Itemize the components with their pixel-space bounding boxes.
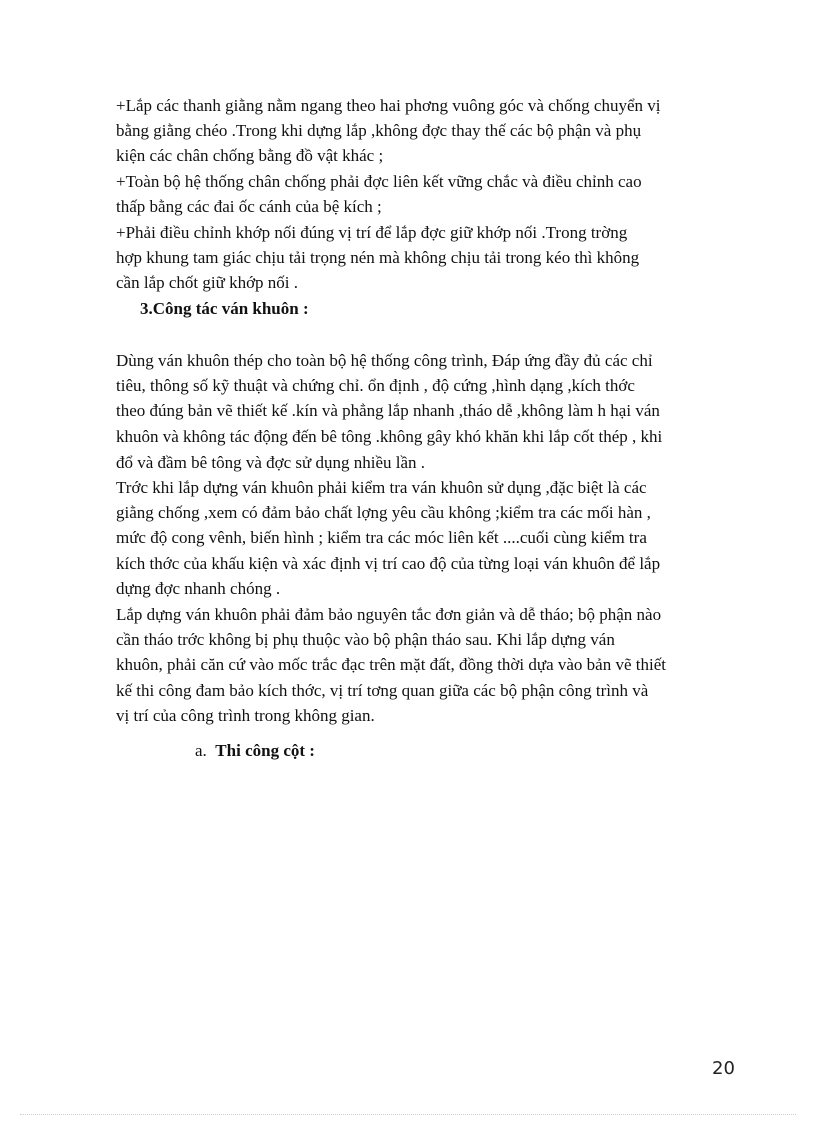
paragraph-line: theo đúng bản vẽ thiết kế .kín và phẳng lắp nhanh ,tháo dễ ,không làm h hại ván [116, 401, 660, 420]
subsection-heading [195, 740, 816, 762]
paragraph-line: thấp bằng các đai ốc cánh của bệ kích ; [116, 197, 382, 216]
paragraph-line: kiện các chân chống bằng đồ vật khác ; [116, 146, 384, 165]
paragraph-line: dựng đợc nhanh chóng . [116, 579, 281, 598]
paragraph-line: vị trí của công trình trong không gian. [116, 706, 375, 725]
paragraph-line: kế thi công đam bảo kích thớc, vị trí tơng quan giữa các bộ phận công trình và [116, 681, 649, 700]
paragraph-line: khuôn và không tác động đến bê tông .không gây khó khăn khi lắp cốt thép , khi [116, 427, 663, 446]
list-marker: a. [195, 741, 207, 760]
paragraph-line: mức độ cong vênh, biến hình ; kiểm tra các móc liên kết ....cuối cùng kiểm tra [116, 528, 647, 547]
paragraph-line: +Toàn bộ hệ thống chân chống phải đợc liên kết vững chắc và điều chỉnh cao [116, 172, 642, 191]
paragraph-line: cần lắp chốt giữ khớp nối . [116, 273, 299, 292]
page-number: 20 [712, 1058, 735, 1079]
paragraph-line: khuôn, phải căn cứ vào mốc trắc đạc trên mặt đất, đồng thời dựa vào bản vẽ thiết [116, 655, 666, 674]
paragraph-line: Dùng ván khuôn thép cho toàn bộ hệ thống công trình, Đáp ứng đầy đủ các chỉ [116, 351, 653, 370]
paragraph-line: bằng giằng chéo .Trong khi dựng lắp ,không đợc thay thế các bộ phận và phụ [116, 121, 642, 140]
paragraph-line: tiêu, thông số kỹ thuật và chứng chỉ. ổn định , độ cứng ,hình dạng ,kích thớc [116, 376, 635, 395]
paragraph-line: +Phải điều chỉnh khớp nối đúng vị trí để lắp đợc giữ khớp nối .Trong trờng [116, 223, 628, 242]
paragraph-line: Trớc khi lắp dựng ván khuôn phải kiểm tra ván khuôn sử dụng ,đặc biệt là các [116, 478, 647, 497]
paragraph-line: cần tháo trớc không bị phụ thuộc vào bộ phận tháo sau. Khi lắp dựng ván [116, 630, 615, 649]
subsection-title: Thi công cột : [215, 741, 315, 760]
paragraph-line: +Lắp các thanh giằng nằm ngang theo hai phơng vuông góc và chống chuyển vị [116, 96, 661, 115]
paragraph-line: kích thớc của khấu kiện và xác định vị trí cao độ của từng loại ván khuôn để lắp [116, 554, 661, 573]
section-heading: 3.Công tác ván khuôn : [140, 299, 309, 318]
paragraph-line: đổ và đầm bê tông và đợc sử dụng nhiều lần . [116, 453, 426, 472]
footer-divider [20, 1114, 796, 1115]
paragraph-line: hợp khung tam giác chịu tải trọng nén mà không chịu tải trong kéo thì không [116, 248, 640, 267]
paragraph-line: Lắp dựng ván khuôn phải đảm bảo nguyên tắc đơn giản và dễ tháo; bộ phận nào [116, 605, 662, 624]
paragraph-line: giằng chống ,xem có đảm bảo chất lợng yêu cầu không ;kiểm tra các mối hàn , [116, 503, 651, 522]
